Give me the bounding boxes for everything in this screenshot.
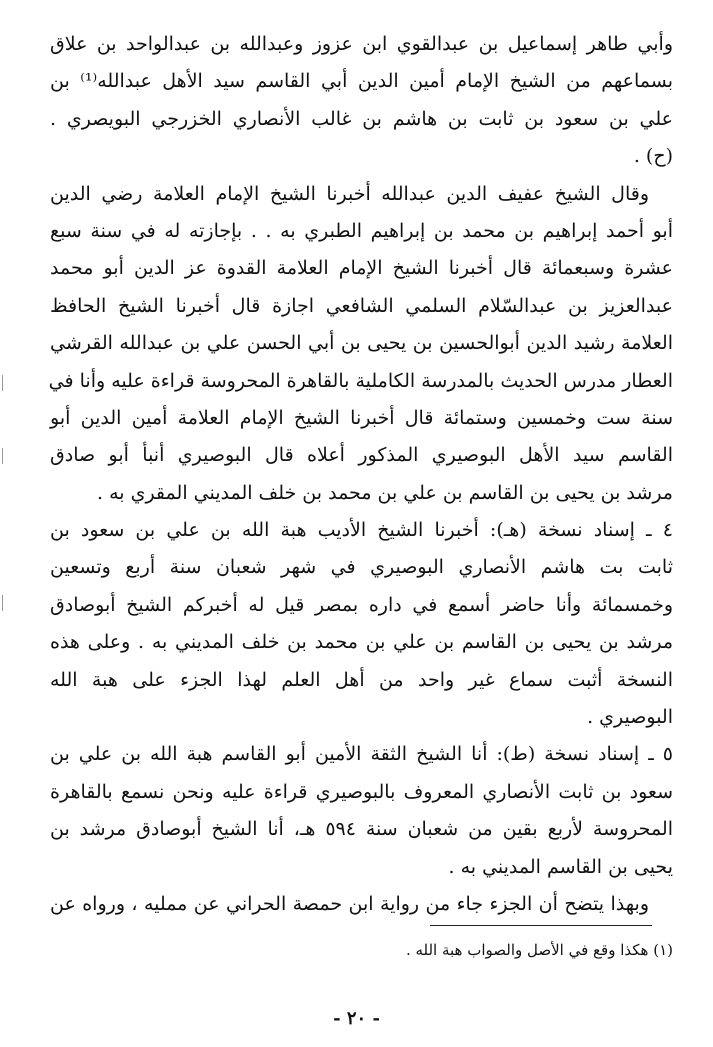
text-line: أبو أحمد إبراهيم بن محمد بن إبراهيم الطبري به . . بإجازته له في سنة سبع	[50, 219, 673, 242]
text-line: مرشد بن يحيى بن القاسم بن علي بن محمد بن خلف المديني المقري به .	[96, 481, 673, 504]
page-number: - ٢٠ -	[333, 1008, 380, 1029]
text-line: القاسم سيد الأهل البوصيري المذكور أعلاه قال البوصيري أنبأ أبو صادق	[50, 444, 673, 467]
text-line: العطار مدرس الحديث بالمدرسة الكاملية بالقاهرة المحروسة قراءة عليه وأنا في	[48, 369, 673, 392]
text-line: المحروسة لأربع بقين من شعبان سنة ٥٩٤ هـ، أنا الشيخ أبوصادق مرشد بن	[50, 818, 674, 841]
text-line: البوصيري .	[587, 706, 673, 729]
text-line: يحيى بن القاسم المديني به .	[448, 855, 673, 878]
text-line: العلامة رشيد الدين أبوالحسين بن يحيى بن أبي الحسن علي بن عبدالله القرشي	[50, 332, 673, 355]
margin-mark	[2, 375, 3, 391]
text-line: وقال الشيخ عفيف الدين عبدالله أخبرنا الشيخ الإمام العلامة رضي الدين	[50, 182, 649, 205]
text-line: مرشد بن يحيى بن القاسم بن علي بن محمد بن خلف المديني به . وعلى هذه	[50, 631, 673, 654]
footnote: (١) هكذا وقع في الأصل والصواب هبة الله .	[405, 941, 673, 959]
text-line: (ح) .	[633, 145, 673, 168]
page-body	[50, 26, 673, 923]
text-line: وأبي طاهر إسماعيل بن عبدالقوي ابن عزوز وعبدالله بن عبدالواحد بن علاق	[50, 33, 673, 55]
text-line: علي بن سعود بن ثابت بن هاشم بن غالب الأنصاري الخزرجي البويصري .	[50, 107, 673, 130]
text-line: ثابت بت هاشم الأنصاري البوصيري في شهر شعبان سنة أربع وتسعين	[50, 556, 673, 579]
margin-mark	[2, 448, 3, 464]
text-line: عبدالعزيز بن عبدالسّلام السلمي الشافعي اجازة قال أخبرنا الشيخ الحافظ	[50, 294, 673, 317]
text-line: وخمسمائة وأنا حاضر أسمع في داره بمصر قيل له أخبركم الشيخ أبوصادق	[50, 593, 673, 616]
text-line: النسخة أثبت سماع غير واحد من أهل العلم لهذا الجزء على هبة الله	[50, 668, 673, 691]
text-line: بسماعهم من الشيخ الإمام أمين الدين أبي القاسم سيد الأهل عبدالله⁽¹⁾ بن	[50, 70, 673, 93]
text-line: وبهذا يتضح أن الجزء جاء من رواية ابن حمصة الحراني عن ممليه ، ورواه عن	[50, 892, 649, 915]
margin-mark	[2, 595, 3, 611]
text-line: سعود بن ثابت الأنصاري المعروف بالبوصيري قراءة عليه ونحن نسمع بالقاهرة	[50, 780, 673, 803]
text-line: عشرة وسبعمائة قال أخبرنا الشيخ الإمام العلامة القدوة عز الدين أبو محمد	[50, 257, 673, 280]
text-line: ٥ ـ إسناد نسخة (ط): أنا الشيخ الثقة الأمين أبو القاسم هبة الله بن علي بن	[50, 743, 673, 766]
text-line: سنة ست وخمسين وستمائة قال أخبرنا الشيخ الإمام العلامة أمين الدين أبو	[50, 406, 673, 429]
text-line: ٤ ـ إسناد نسخة (هـ): أخبرنا الشيخ الأديب هبة الله بن علي بن سعود بن	[50, 519, 673, 542]
footnote-divider	[430, 925, 652, 926]
